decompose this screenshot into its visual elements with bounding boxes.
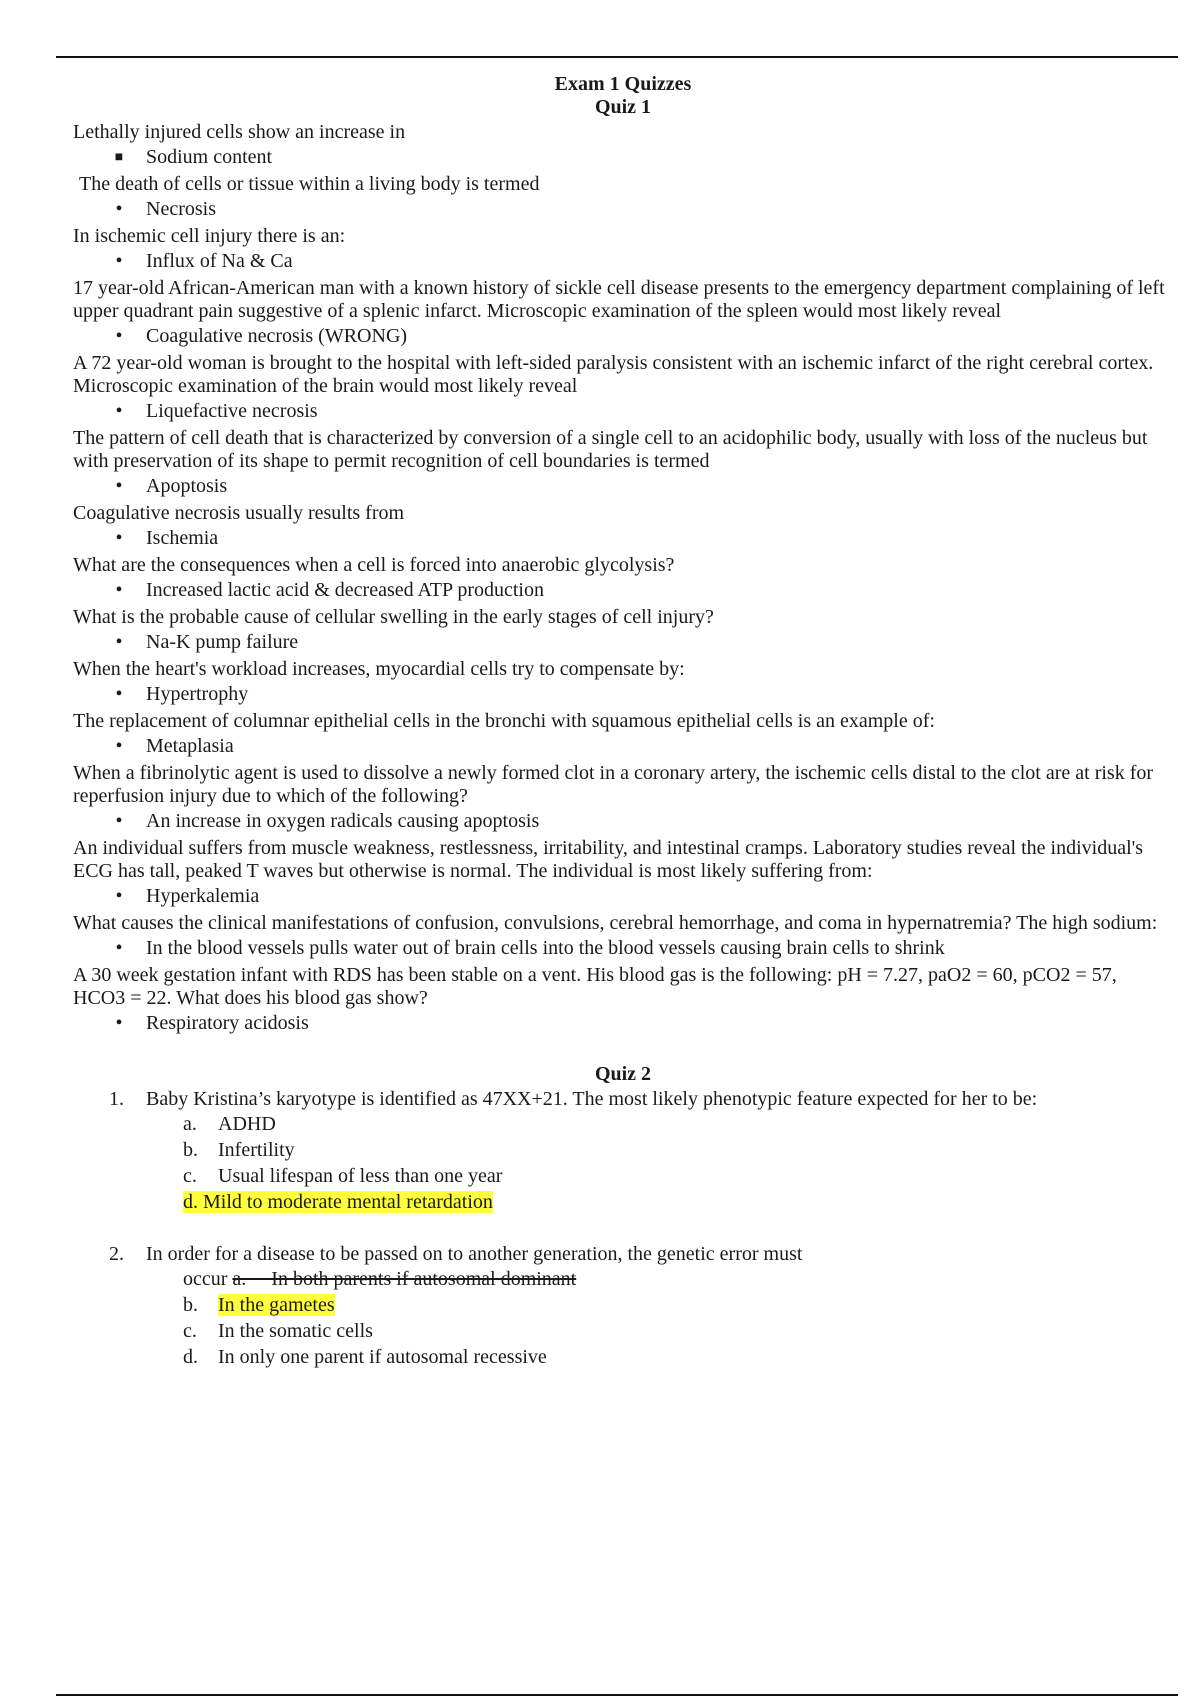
answer-item: [73, 198, 1173, 221]
answer-text: Liquefactive necrosis: [146, 400, 318, 422]
quiz2-title: Quiz 2: [594, 1063, 652, 1085]
option-highlighted: [73, 1191, 1173, 1214]
question-text: The replacement of columnar epithelial cells in the bronchi with squamous epithelial cells is an example of:: [73, 710, 935, 732]
answer-text: In the blood vessels pulls water out of brain cells into the blood vessels causing brain cells to shrink: [146, 937, 945, 959]
bullet-icon: •: [115, 937, 123, 959]
bullet-icon: •: [115, 527, 123, 549]
question-text: When the heart's workload increases, myocardial cells try to compensate by:: [73, 658, 685, 680]
question-text: Baby Kristina’s karyotype is identified as 47XX+21. The most likely phenotypic feature expected for her to be:: [146, 1088, 1038, 1110]
answer-text: Ischemia: [146, 527, 219, 549]
question-text: In order for a disease to be passed on to another generation, the genetic error must: [146, 1243, 803, 1265]
question-text: The death of cells or tissue within a living body is termed: [79, 173, 540, 195]
quiz2-question-1: [73, 1088, 1173, 1111]
bullet-icon: •: [115, 325, 123, 347]
bullet-icon: •: [115, 810, 123, 832]
bullet-icon: •: [115, 400, 123, 422]
answer-text: Apoptosis: [146, 475, 228, 497]
answer-text: Na-K pump failure: [146, 631, 299, 653]
answer-item: [73, 579, 1173, 602]
option: b. Infertility: [183, 1139, 295, 1161]
option: c. In the somatic cells: [183, 1320, 373, 1342]
quiz1-list: [73, 121, 1173, 1035]
question-number: 2.: [109, 1243, 124, 1265]
question-text: A 30 week gestation infant with RDS has been stable on a vent. His blood gas is the following: pH = 7.27, paO2 = 60, pCO2 = 57, HCO3 = 22. What does his blood gas show?: [73, 964, 1117, 1009]
bullet-icon: •: [115, 885, 123, 907]
answer-text: Metaplasia: [146, 735, 234, 757]
answer-text: An increase in oxygen radicals causing apoptosis: [146, 810, 540, 832]
answer-text: Respiratory acidosis: [146, 1012, 309, 1034]
answer-text: Necrosis: [146, 198, 216, 220]
answer-item: [73, 885, 1173, 908]
answer-text: Hyperkalemia: [146, 885, 260, 907]
bullet-icon: •: [115, 1012, 123, 1034]
answer-item: [73, 146, 1173, 169]
option: b. In the gametes: [183, 1294, 335, 1316]
page-title: Exam 1 Quizzes: [554, 73, 692, 95]
question-number: 1.: [109, 1088, 124, 1110]
answer-item: [73, 810, 1173, 833]
answer-item: [73, 1012, 1173, 1035]
bullet-icon: •: [115, 631, 123, 653]
quiz2-question-2: [73, 1243, 1173, 1266]
bullet-icon: •: [115, 683, 123, 705]
occur-line: occur a. In both parents if autosomal dominant: [183, 1268, 577, 1290]
answer-text: Influx of Na & Ca: [146, 250, 293, 272]
bullet-icon: •: [115, 475, 123, 497]
bottom-rule: [56, 1694, 1178, 1696]
option: c. Usual lifespan of less than one year: [183, 1165, 503, 1187]
quiz1-title: Quiz 1: [594, 96, 652, 118]
question-text: What is the probable cause of cellular swelling in the early stages of cell injury?: [73, 606, 714, 628]
answer-text: Sodium content: [146, 146, 273, 168]
option: a. ADHD: [183, 1113, 276, 1135]
question-text: What are the consequences when a cell is forced into anaerobic glycolysis?: [73, 554, 675, 576]
answer-text: Hypertrophy: [146, 683, 249, 705]
highlighted-answer: d. Mild to moderate mental retardation: [183, 1191, 493, 1213]
square-bullet-icon: ■: [114, 150, 124, 165]
bullet-icon: •: [115, 250, 123, 272]
answer-item: [73, 325, 1173, 348]
answer-item: [73, 400, 1173, 423]
question-text: An individual suffers from muscle weakness, restlessness, irritability, and intestinal cramps. Laboratory studies reveal the individual's ECG has tall, peaked T waves but otherwise is normal. The individual is most likely suffering from:: [73, 837, 1144, 882]
option: d. In only one parent if autosomal recessive: [183, 1346, 547, 1368]
question-text: What causes the clinical manifestations of confusion, convulsions, cerebral hemorrhage, and coma in hypernatremia? The high sodium:: [73, 912, 1158, 934]
answer-text: Coagulative necrosis (WRONG): [146, 325, 408, 347]
answer-item: [73, 475, 1173, 498]
bullet-icon: •: [115, 198, 123, 220]
question-text: When a fibrinolytic agent is used to dissolve a newly formed clot in a coronary artery, the ischemic cells distal to the clot are at risk for reperfusion injury due to which of the following?: [73, 762, 1154, 807]
question-text: A 72 year-old woman is brought to the hospital with left-sided paralysis consistent with an ischemic infarct of the right cerebral cortex. Microscopic examination of the brain would most likely reveal: [73, 352, 1154, 397]
answer-text: Increased lactic acid & decreased ATP production: [146, 579, 544, 601]
struck-option: a. In both parents if autosomal dominant: [232, 1268, 577, 1290]
highlighted-answer: In the gametes: [218, 1294, 335, 1316]
document-body: [73, 73, 1173, 1372]
bullet-icon: •: [115, 579, 123, 601]
question-text: In ischemic cell injury there is an:: [73, 225, 346, 247]
answer-item: [73, 527, 1173, 550]
question-text: The pattern of cell death that is characterized by conversion of a single cell to an acidophilic body, usually with loss of the nucleus but with preservation of its shape to permit recognition of cell boundaries is termed: [73, 427, 1148, 472]
answer-item: [73, 683, 1173, 706]
bullet-icon: •: [115, 735, 123, 757]
question-text: Lethally injured cells show an increase in: [73, 121, 406, 143]
question-text: 17 year-old African-American man with a known history of sickle cell disease presents to the emergency department complaining of left upper quadrant pain suggestive of a splenic infarct. Microscopic examination of the spleen would most likely reveal: [73, 277, 1165, 322]
answer-item: [73, 735, 1173, 758]
answer-item: [73, 937, 1173, 960]
answer-item: [73, 631, 1173, 654]
top-rule: [56, 56, 1178, 58]
answer-item: [73, 250, 1173, 273]
question-text: Coagulative necrosis usually results from: [73, 502, 405, 524]
